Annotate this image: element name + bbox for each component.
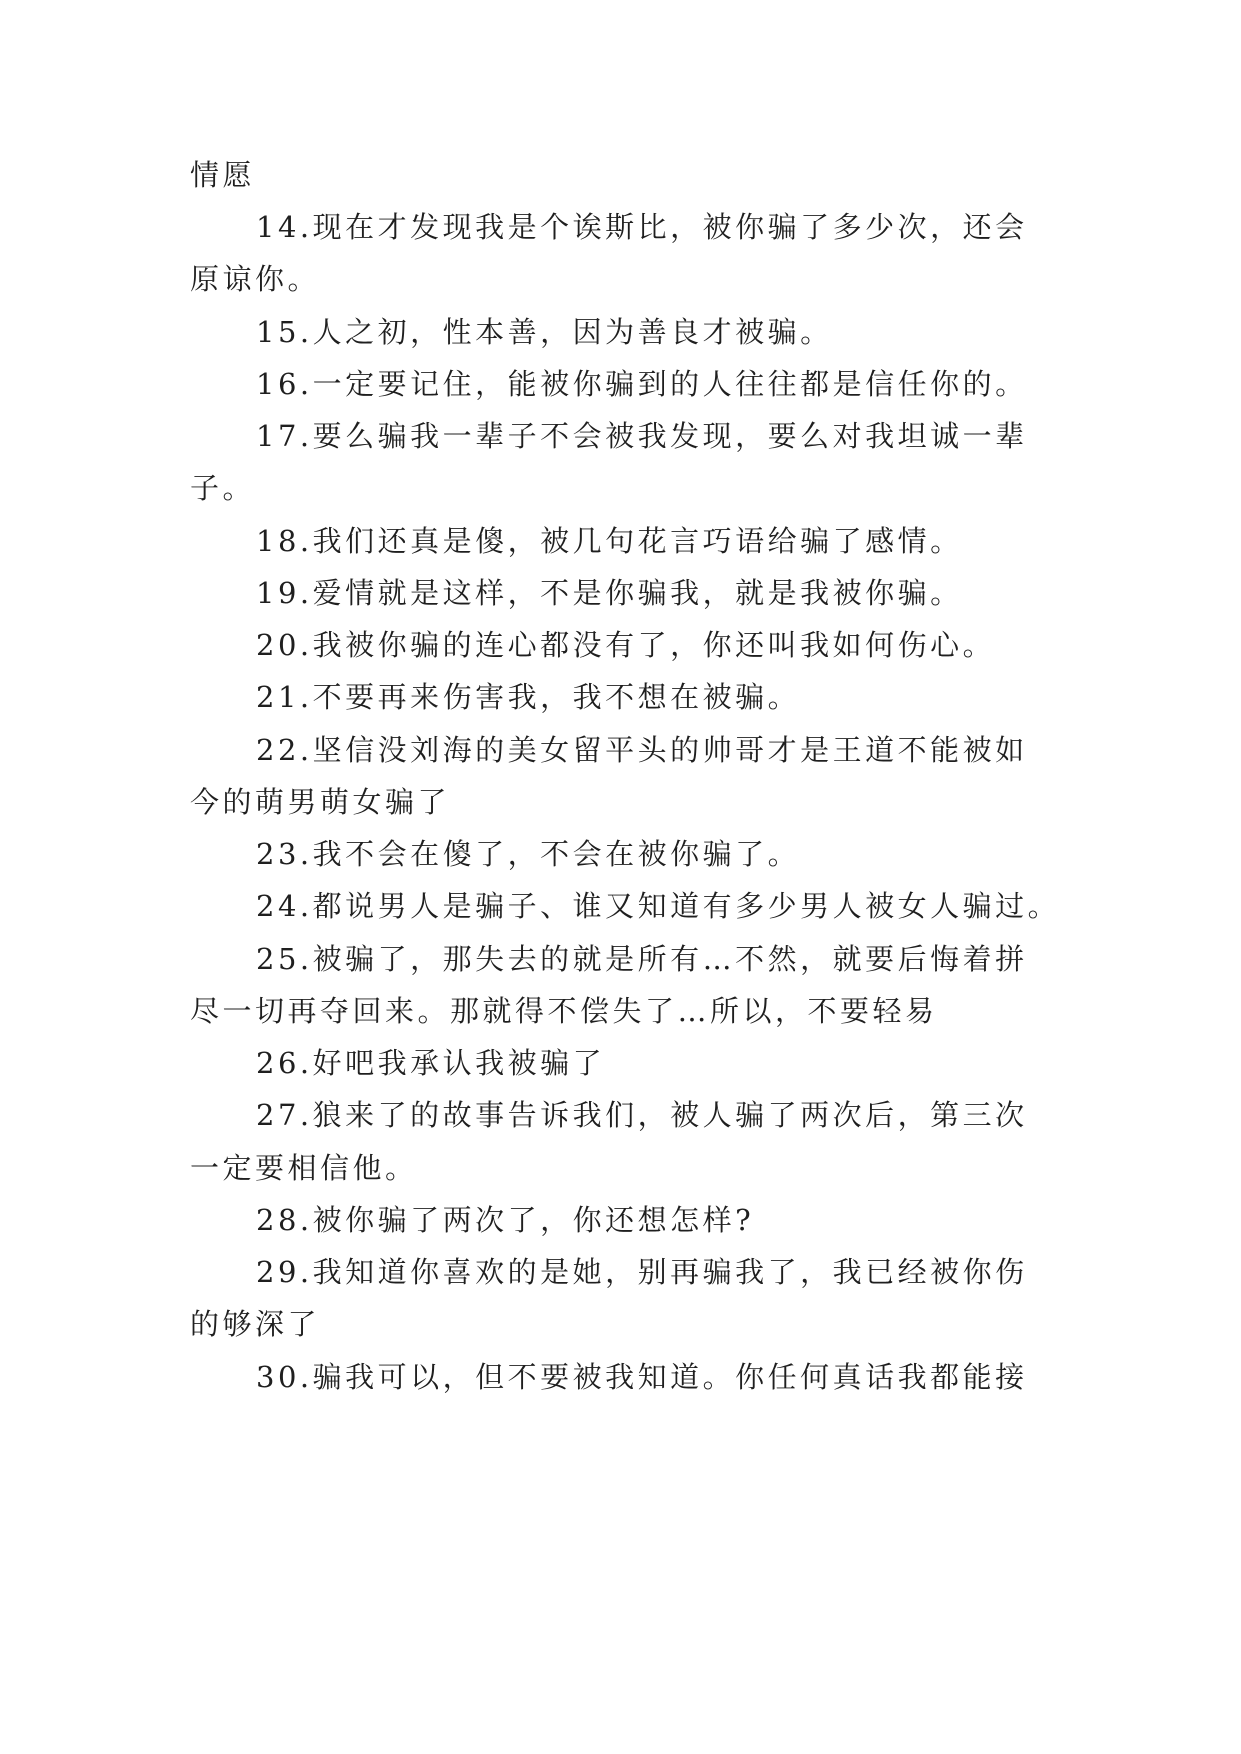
text-line: 22.坚信没刘海的美女留平头的帅哥才是王道不能被如 xyxy=(256,733,1028,767)
text-line: 26.好吧我承认我被骗了 xyxy=(256,1046,606,1080)
text-line: 16.一定要记住，能被你骗到的人往往都是信任你的。 xyxy=(256,367,1028,401)
text-line: 25.被骗了，那失去的就是所有…不然，就要后悔着拼 xyxy=(256,942,1028,976)
text-line: 29.我知道你喜欢的是她，别再骗我了，我已经被你伤 xyxy=(256,1255,1028,1289)
text-line: 21.不要再来伤害我，我不想在被骗。 xyxy=(256,680,801,714)
text-line: 27.狼来了的故事告诉我们，被人骗了两次后，第三次 xyxy=(256,1098,1028,1132)
text-line: 24.都说男人是骗子、谁又知道有多少男人被女人骗过。 xyxy=(256,889,1061,923)
text-line: 18.我们还真是傻，被几句花言巧语给骗了感情。 xyxy=(256,524,963,558)
text-line: 14.现在才发现我是个诶斯比，被你骗了多少次，还会 xyxy=(256,210,1028,244)
text-line: 30.骗我可以，但不要被我知道。你任何真话我都能接 xyxy=(256,1360,1028,1394)
text-line: 今的萌男萌女骗了 xyxy=(190,785,451,819)
text-line: 原谅你。 xyxy=(190,262,321,296)
text-line: 20.我被你骗的连心都没有了，你还叫我如何伤心。 xyxy=(256,628,996,662)
text-line: 尽一切再夺回来。那就得不偿失了…所以，不要轻易 xyxy=(190,994,938,1028)
text-line: 23.我不会在傻了，不会在被你骗了。 xyxy=(256,837,801,871)
text-line: 17.要么骗我一辈子不会被我发现，要么对我坦诚一辈 xyxy=(256,419,1028,453)
text-line: 子。 xyxy=(190,471,256,505)
text-line: 19.爱情就是这样，不是你骗我，就是我被你骗。 xyxy=(256,576,963,610)
text-line: 情愿 xyxy=(190,158,256,192)
text-line: 一定要相信他。 xyxy=(190,1151,418,1185)
text-line: 28.被你骗了两次了，你还想怎样? xyxy=(256,1203,755,1237)
text-line: 15.人之初，性本善，因为善良才被骗。 xyxy=(256,315,833,349)
text-line: 的够深了 xyxy=(190,1307,321,1341)
